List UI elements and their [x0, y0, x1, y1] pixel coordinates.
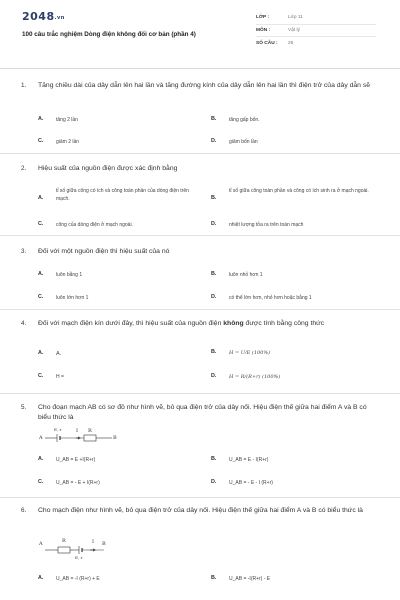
option-d[interactable]: D. U_AB = - E - I (R+r) — [211, 479, 273, 486]
document-meta — [256, 12, 376, 50]
circuit-diagram — [38, 426, 128, 451]
meta-row-count — [256, 37, 376, 50]
circuit-label-resistor: R — [88, 428, 92, 434]
option-b[interactable]: B. luôn nhỏ hơn 1 — [211, 271, 263, 278]
site-logo[interactable]: 2048.vn — [22, 10, 65, 23]
option-d[interactable]: D. có thể lớn hơn, nhỏ hơn hoặc bằng 1 — [211, 294, 312, 301]
meta-label: LỚP : — [256, 15, 270, 21]
question-number: 1. — [21, 82, 27, 89]
question-text: Hiệu suất của nguồn điện được xác định bằng — [38, 165, 178, 172]
question-number: 2. — [21, 165, 27, 172]
circuit-label-b: B — [113, 435, 117, 441]
question-divider — [0, 235, 400, 236]
question-number: 4. — [21, 320, 27, 327]
resistor-box — [84, 435, 96, 441]
circuit-label-current: I — [76, 428, 78, 434]
question-text: Tăng chiều dài của dây dẫn lên hai lần và tăng đường kính của dây dẫn lên hai lần thì điện trở của dây dẫn sẽ — [38, 82, 371, 89]
circuit-label-source: E, r — [54, 427, 62, 432]
question-text: Cho đoạn mạch AB có sơ đồ như hình vẽ, bỏ qua điện trở của dây nối. Hiệu điện thế giữa hai điểm A và B có biểu thức là — [38, 404, 367, 421]
option-b[interactable]: B. H = U/E (100%) — [211, 349, 271, 356]
question-divider — [0, 497, 400, 498]
meta-row-class — [256, 12, 376, 25]
option-a[interactable]: A. U_AB = -I (R+r) + E — [38, 575, 100, 582]
option-b[interactable]: B. U_AB = -I(R+r) - E — [211, 575, 271, 582]
document-header — [0, 0, 400, 60]
header-divider — [0, 68, 400, 69]
document-title: 100 câu trắc nghiệm Dòng điện không đổi cơ bản (phần 4) — [22, 31, 196, 38]
option-b[interactable]: B. tỉ số giữa công toàn phần và công có ích sinh ra ở mạch ngoài. — [211, 188, 369, 201]
option-a[interactable]: A. A. — [38, 350, 62, 357]
meta-value: 25 — [288, 40, 294, 46]
meta-row-subject — [256, 25, 376, 38]
option-c[interactable]: C. giảm 2 lần — [38, 138, 80, 145]
question-number: 5. — [21, 404, 27, 411]
question-text: Đối với mạch điện kín dưới đây, thì hiệu suất của nguồn điện không được tính bằng công thức — [38, 320, 325, 327]
circuit-diagram — [38, 537, 128, 568]
question-number: 3. — [21, 248, 27, 255]
meta-value: Vật lý — [288, 27, 300, 33]
option-a[interactable]: A. tỉ số giữa công có ích và công toàn phần của dòng điện trên mạch. — [38, 188, 189, 202]
meta-label: MÔN : — [256, 27, 271, 33]
option-c[interactable]: C. công của dòng điện ở mạch ngoài. — [38, 221, 133, 228]
circuit-label-current: I — [92, 539, 94, 545]
circuit-label-a: A — [39, 541, 43, 547]
question-divider — [0, 309, 400, 310]
resistor-box — [58, 547, 70, 553]
option-c[interactable]: C. H = — [38, 373, 64, 380]
option-a[interactable]: A. tăng 2 lần — [38, 116, 78, 123]
meta-label: SỐ CÂU : — [256, 40, 278, 46]
option-c[interactable]: C. U_AB = - E + I(R+r) — [38, 479, 100, 486]
question-text: Cho mạch điện như hình vẽ, bỏ qua điện trở của dây nối. Hiệu điện thế giữa hai điểm A và B có biểu thức là — [38, 507, 363, 514]
circuit-label-source: E, r — [75, 555, 83, 560]
question-divider — [0, 393, 400, 394]
option-c[interactable]: C. luôn lớn hơn 1 — [38, 294, 89, 301]
option-d[interactable]: D. H = R/(R+r) (100%) — [211, 373, 281, 380]
question-text: Đối với một nguồn điện thì hiệu suất của nó — [38, 248, 170, 255]
option-a[interactable]: A. U_AB = E +I(R+r) — [38, 456, 96, 463]
question-number: 6. — [21, 507, 27, 514]
circuit-label-a: A — [39, 435, 43, 441]
question-divider — [0, 153, 400, 154]
circuit-label-b: B — [102, 541, 106, 547]
option-d[interactable]: D. giảm bốn lần — [211, 138, 258, 145]
option-d[interactable]: D. nhiệt lượng tỏa ra trên toàn mạch — [211, 221, 304, 228]
option-b[interactable]: B. tăng gấp bốn. — [211, 116, 260, 123]
option-a[interactable]: A. luôn bằng 1 — [38, 271, 83, 278]
circuit-label-resistor: R — [62, 538, 66, 544]
option-b[interactable]: B. U_AB = E - I(R+r) — [211, 456, 269, 463]
meta-value: Lớp 11 — [288, 15, 303, 21]
